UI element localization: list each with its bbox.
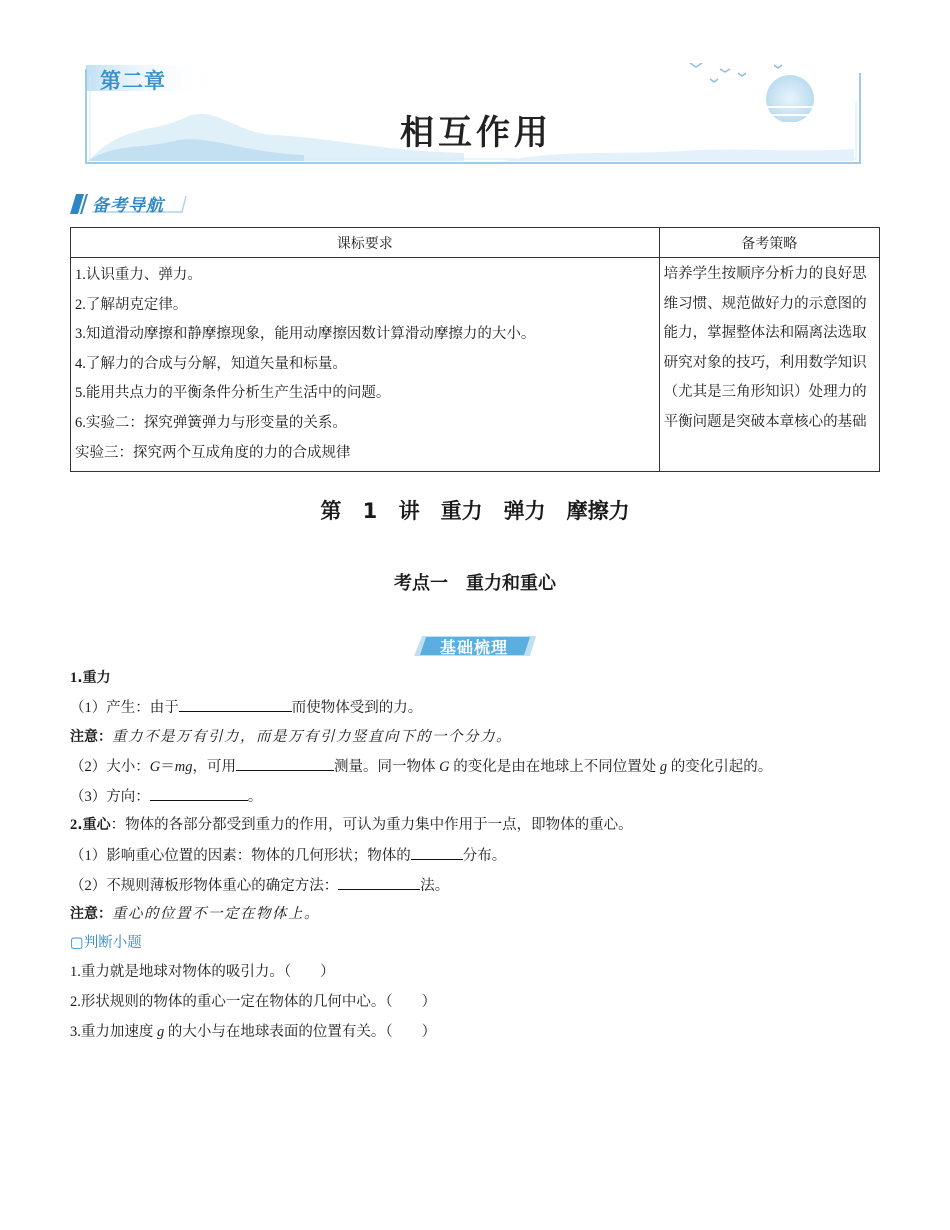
quiz-question: 2.形状规则的物体的重心一定在物体的几何中心。（ ） <box>70 994 437 1010</box>
requirement-item: 5.能用共点力的平衡条件分析生产生活中的问题。 <box>75 385 391 402</box>
section-gravity-heading: 1.重力 <box>70 670 111 686</box>
gravity-magnitude-line: （2）大小：G＝mg，可用 测量。同一物体 G 的变化是由在地球上不同位置处 g 的变化引起的。 <box>70 756 772 777</box>
quiz-question: 3.重力加速度 g 的大小与在地球表面的位置有关。（ ） <box>70 1024 437 1040</box>
strategy-cell: 培养学生按顺序分析力的良好思维习惯、规范做好力的示意图的能力，掌握整体法和隔离法选取研究对象的技巧，利用数学知识（尤其是三角形知识）处理力的平衡问题是突破本章核心的基础 <box>659 258 879 472</box>
gravity-origin-line: （1）产生：由于 而使物体受到的力。 <box>70 697 422 718</box>
answer-blank[interactable] <box>150 786 248 801</box>
note-line-2: 注意：重心的位置不一定在物体上。 <box>70 906 320 922</box>
exam-point-title: 考点一 重力和重心 <box>394 573 556 594</box>
answer-blank[interactable] <box>236 756 334 771</box>
header-exam-strategy: 备考策略 <box>659 228 879 258</box>
requirement-item: 1.认识重力、弹力。 <box>75 267 202 283</box>
exam-navigation-tag <box>70 190 200 216</box>
requirements-cell <box>71 258 660 472</box>
requirements-table <box>70 227 880 472</box>
table-row <box>71 258 880 472</box>
chapter-banner <box>84 63 864 167</box>
chapter-label: 第二章 <box>100 69 166 93</box>
exam-navigation-label: 备考导航 <box>92 196 164 216</box>
requirement-item: 4.了解力的合成与分解，知道矢量和标量。 <box>75 355 347 372</box>
requirement-item: 2.了解胡克定律。 <box>75 296 188 313</box>
chapter-title: 相互作用 <box>400 113 552 153</box>
basic-review-label: 基础梳理 <box>439 638 508 657</box>
answer-blank[interactable] <box>338 875 420 890</box>
basic-review-tag <box>414 634 538 658</box>
table-header-row <box>71 228 880 258</box>
answer-blank[interactable] <box>411 845 463 860</box>
gravity-direction-line: （3）方向： 。 <box>70 786 262 807</box>
quiz-question: 1.重力就是地球对物体的吸引力。（ ） <box>70 964 335 980</box>
requirement-item: 3.知道滑动摩擦和静摩擦现象，能用动摩擦因数计算滑动摩擦力的大小。 <box>75 326 536 343</box>
note-line: 注意：重力不是万有引力，而是万有引力竖直向下的一个分力。 <box>70 729 512 745</box>
answer-blank[interactable] <box>179 697 292 712</box>
header-curriculum-requirements: 课标要求 <box>71 228 660 258</box>
section-center-of-gravity: 2.重心：物体的各部分都受到重力的作用，可认为重力集中作用于一点，即物体的重心。 <box>70 817 633 833</box>
requirement-item: 实验三：探究两个互成角度的力的合成规律 <box>75 444 351 461</box>
lecture-title: 第 1 讲 重力 弹力 摩擦力 <box>320 499 630 523</box>
center-factors-line: （1）影响重心位置的因素：物体的几何形状；物体的 分布。 <box>70 845 506 866</box>
quiz-title: ▢判断小题 <box>70 935 142 951</box>
requirement-item: 6.实验二：探究弹簧弹力与形变量的关系。 <box>75 414 347 431</box>
center-method-line: （2）不规则薄板形物体重心的确定方法： 法。 <box>70 875 449 896</box>
